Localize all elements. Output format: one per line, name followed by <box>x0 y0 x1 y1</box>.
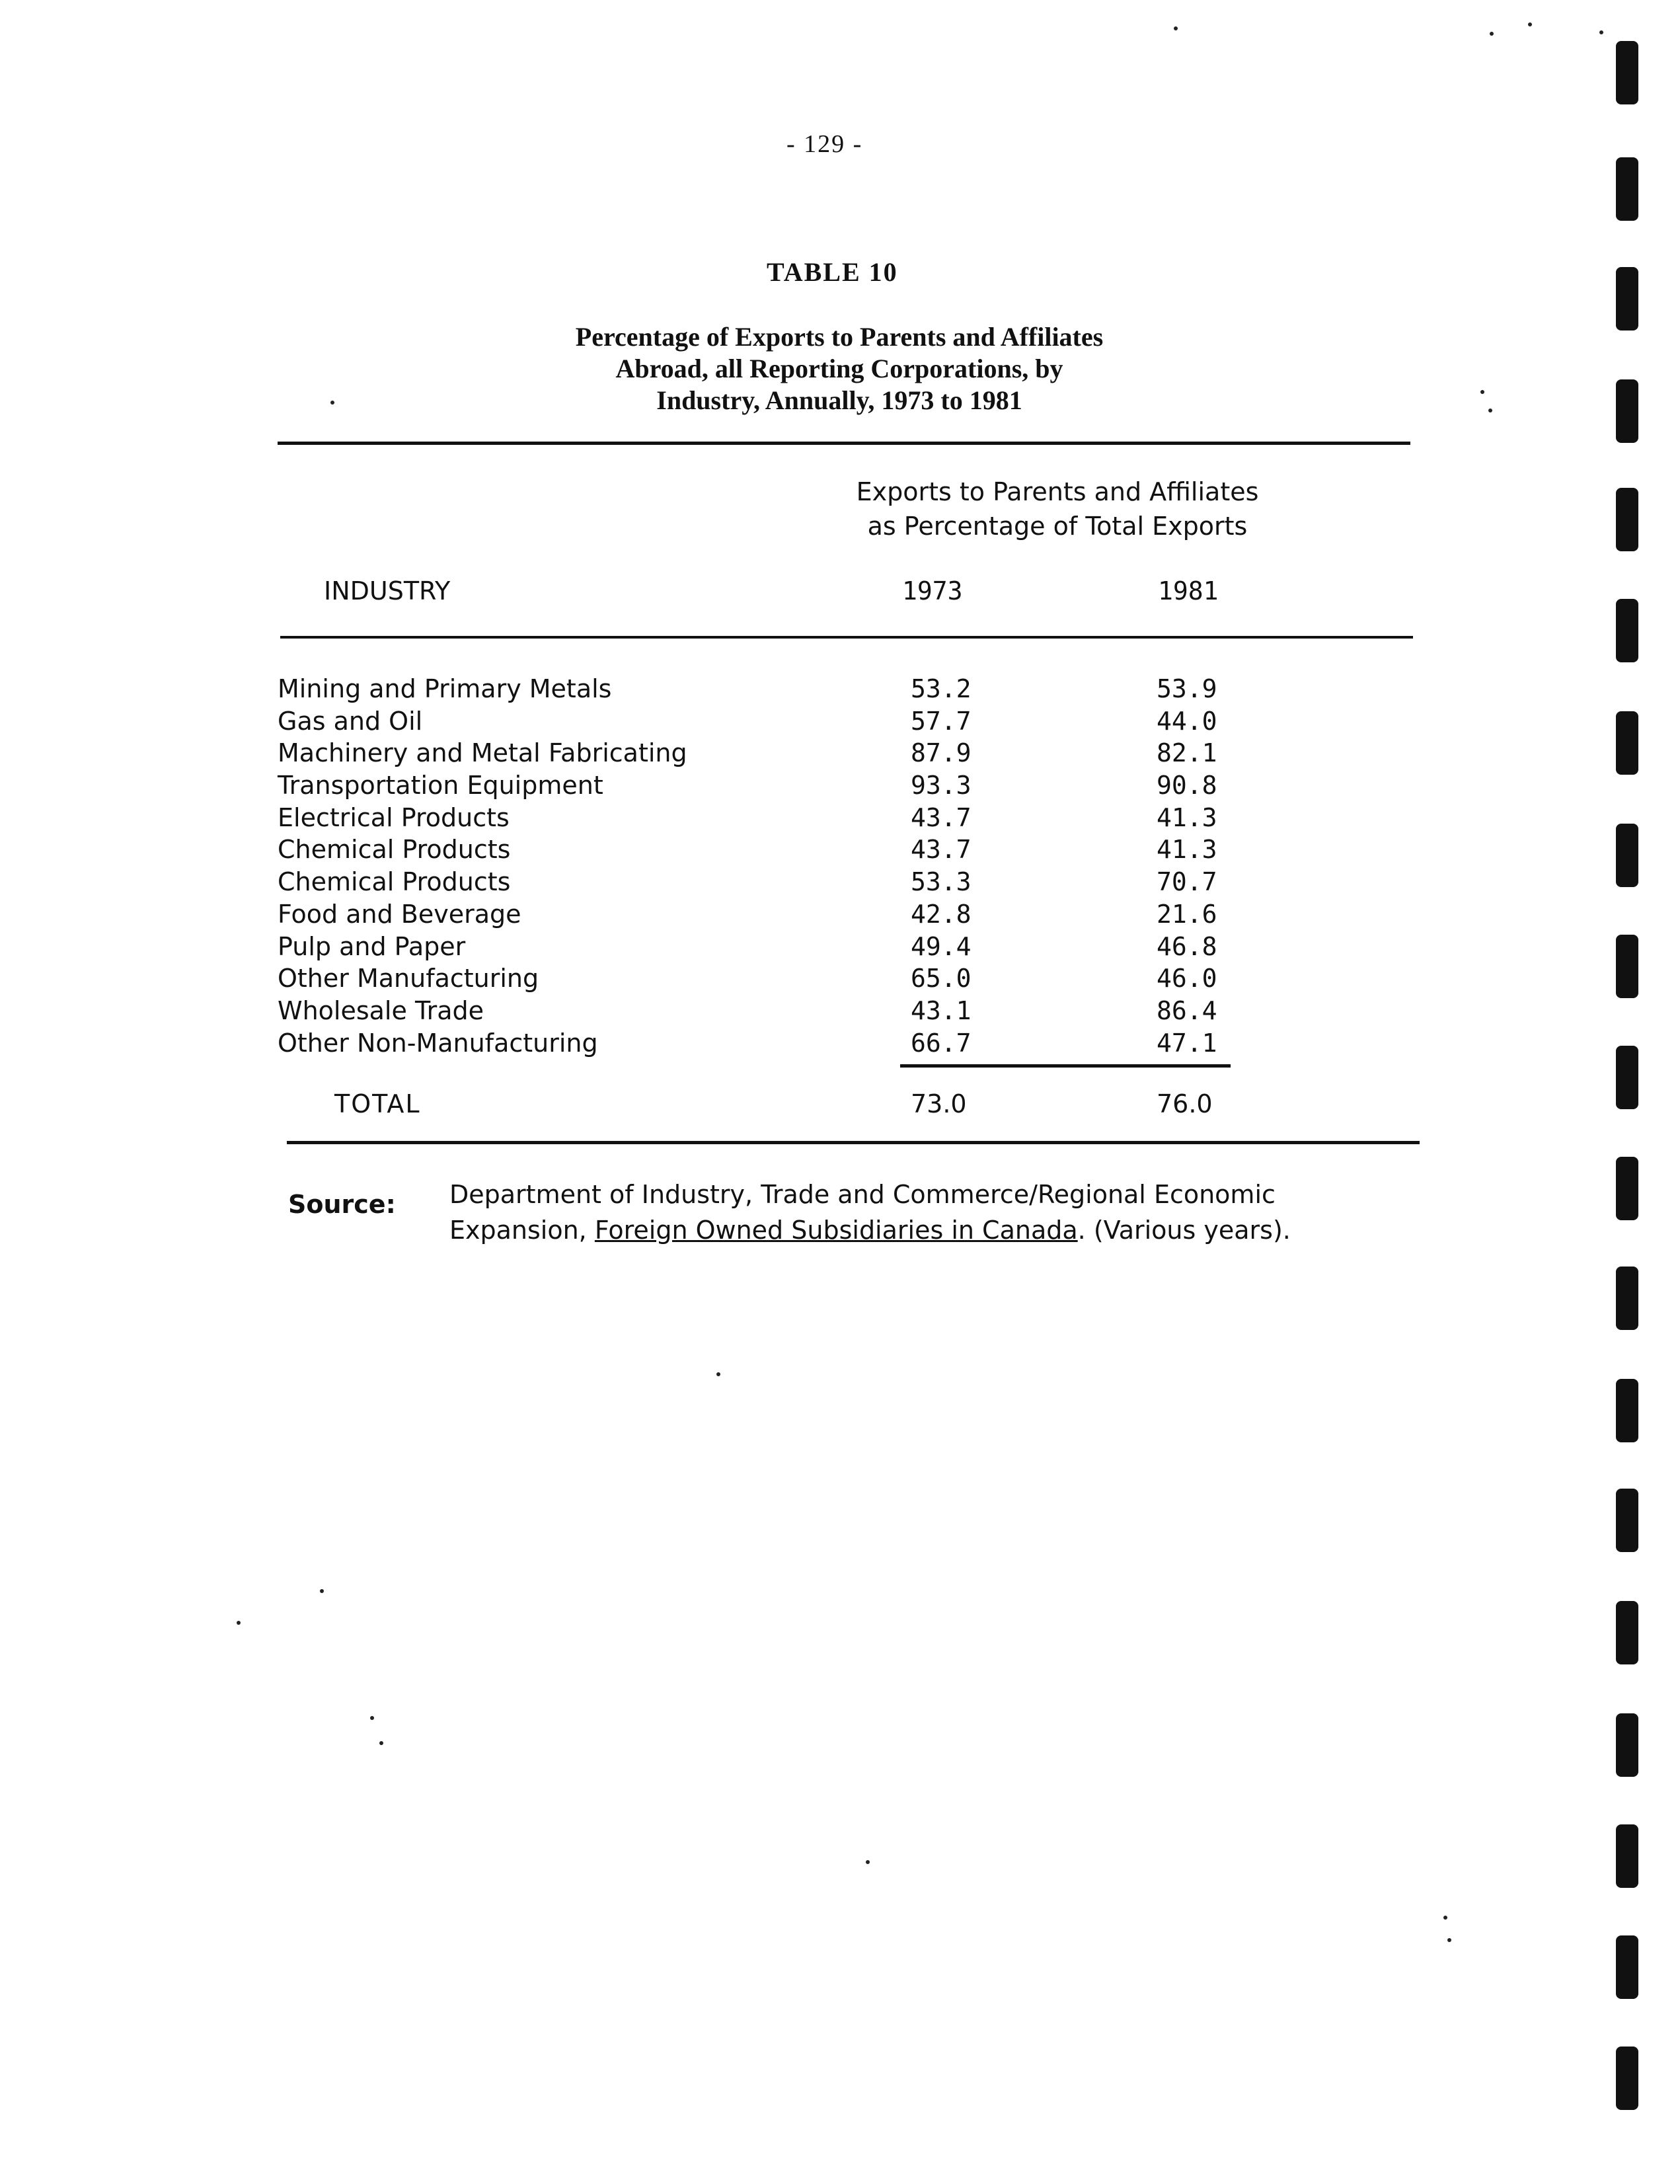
table-row <box>278 803 1269 836</box>
value-1973: 57.7 <box>911 706 972 736</box>
value-1981: 70.7 <box>1157 867 1217 897</box>
scan-speck <box>1599 30 1603 34</box>
industry-name: Wholesale Trade <box>278 995 484 1025</box>
scan-speck <box>866 1860 870 1864</box>
table-row <box>278 932 1269 964</box>
scan-speck <box>716 1372 720 1376</box>
table-row <box>278 1029 1269 1061</box>
binding-hole-mark <box>1616 1824 1638 1888</box>
source-line-1: Department of Industry, Trade and Commerce/Regional Economic <box>449 1180 1276 1209</box>
industry-name: Other Manufacturing <box>278 964 539 994</box>
value-1981: 90.8 <box>1157 771 1217 800</box>
source-citation <box>449 1177 1428 1248</box>
bottom-rule <box>287 1141 1420 1144</box>
scan-speck <box>320 1589 324 1593</box>
binding-hole-mark <box>1616 935 1638 998</box>
table-row <box>278 835 1269 867</box>
total-value-1981: 76.0 <box>1157 1089 1213 1118</box>
source-publication-title: Foreign Owned Subsidiaries in Canada <box>594 1216 1078 1245</box>
value-1973: 43.1 <box>911 995 972 1025</box>
binding-hole-mark <box>1616 1157 1638 1220</box>
binding-hole-mark <box>1616 599 1638 662</box>
binding-hole-mark <box>1616 1935 1638 1999</box>
scan-speck <box>1490 32 1494 36</box>
value-1973: 66.7 <box>911 1028 972 1058</box>
binding-hole-mark <box>1616 267 1638 331</box>
scan-speck <box>1443 1916 1447 1920</box>
binding-hole-mark <box>1616 488 1638 551</box>
binding-hole-mark <box>1616 1267 1638 1330</box>
table-row <box>278 996 1269 1029</box>
scan-speck <box>1447 1938 1451 1942</box>
table-row <box>278 867 1269 900</box>
binding-hole-mark <box>1616 711 1638 775</box>
value-1973: 42.8 <box>911 899 972 929</box>
binding-hole-mark <box>1616 2047 1638 2110</box>
value-1973: 53.3 <box>911 867 972 897</box>
total-rule <box>900 1064 1231 1068</box>
table-title-line-2: Abroad, all Reporting Corporations, by <box>615 354 1063 383</box>
year-header-1981: 1981 <box>1158 576 1219 605</box>
value-1981: 41.3 <box>1157 835 1217 865</box>
table-row <box>278 738 1269 771</box>
scan-speck <box>330 401 334 405</box>
binding-hole-mark <box>1616 1601 1638 1664</box>
value-1981: 82.1 <box>1157 738 1217 768</box>
source-line-2-prefix: Expansion, <box>449 1216 595 1245</box>
scan-speck <box>370 1716 374 1720</box>
source-line-2 <box>449 1212 1428 1248</box>
binding-hole-mark <box>1616 157 1638 221</box>
binding-hole-mark <box>1616 379 1638 443</box>
value-1973: 93.3 <box>911 771 972 800</box>
value-1973: 53.2 <box>911 674 972 703</box>
value-1973: 87.9 <box>911 738 972 768</box>
binding-hole-mark <box>1616 1713 1638 1777</box>
binding-hole-mark <box>1616 824 1638 887</box>
table-row <box>278 964 1269 996</box>
scan-speck <box>1480 390 1484 394</box>
scan-speck <box>1528 22 1532 26</box>
value-1981: 41.3 <box>1157 802 1217 832</box>
scan-speck <box>1174 26 1178 30</box>
industry-name: Other Non-Manufacturing <box>278 1028 598 1058</box>
industry-name: Chemical Products <box>278 867 511 897</box>
industry-name: Mining and Primary Metals <box>278 674 612 703</box>
value-1981: 47.1 <box>1157 1028 1217 1058</box>
table-title-line-3: Industry, Annually, 1973 to 1981 <box>656 385 1022 415</box>
table-label: TABLE 10 <box>767 257 898 287</box>
industry-header: INDUSTRY <box>324 576 451 605</box>
industry-name: Gas and Oil <box>278 706 423 736</box>
value-1981: 21.6 <box>1157 899 1217 929</box>
page-number: - 129 - <box>786 130 863 158</box>
table-title-line-1: Percentage of Exports to Parents and Affiliates <box>575 322 1104 352</box>
header-rule <box>280 636 1413 639</box>
year-header-1973: 1973 <box>902 576 963 605</box>
binding-hole-mark <box>1616 1489 1638 1552</box>
scan-speck <box>379 1741 383 1745</box>
binding-hole-mark <box>1616 41 1638 104</box>
value-1973: 43.7 <box>911 802 972 832</box>
value-1973: 43.7 <box>911 835 972 865</box>
industry-name: Chemical Products <box>278 835 511 865</box>
value-1973: 49.4 <box>911 931 972 961</box>
binding-hole-mark <box>1616 1046 1638 1109</box>
column-group-header-line-1: Exports to Parents and Affiliates <box>856 477 1259 506</box>
industry-name: Food and Beverage <box>278 899 521 929</box>
value-1981: 46.0 <box>1157 964 1217 994</box>
value-1981: 53.9 <box>1157 674 1217 703</box>
value-1981: 86.4 <box>1157 995 1217 1025</box>
table-body <box>278 674 1269 1060</box>
top-rule <box>278 442 1410 445</box>
industry-name: Transportation Equipment <box>278 771 603 800</box>
source-line-2-suffix: . (Various years). <box>1077 1216 1291 1245</box>
total-label: TOTAL <box>334 1089 421 1118</box>
scan-speck <box>1488 409 1492 412</box>
total-value-1973: 73.0 <box>911 1089 967 1118</box>
column-group-header-line-2: as Percentage of Total Exports <box>867 512 1248 541</box>
table-row <box>278 707 1269 739</box>
table-row <box>278 900 1269 932</box>
value-1981: 46.8 <box>1157 931 1217 961</box>
value-1973: 65.0 <box>911 964 972 994</box>
table-row <box>278 674 1269 707</box>
industry-name: Pulp and Paper <box>278 931 466 961</box>
scan-speck <box>237 1621 241 1625</box>
industry-name: Machinery and Metal Fabricating <box>278 738 687 768</box>
source-label: Source: <box>288 1190 396 1219</box>
industry-name: Electrical Products <box>278 802 510 832</box>
value-1981: 44.0 <box>1157 706 1217 736</box>
binding-hole-mark <box>1616 1379 1638 1442</box>
table-row <box>278 771 1269 803</box>
